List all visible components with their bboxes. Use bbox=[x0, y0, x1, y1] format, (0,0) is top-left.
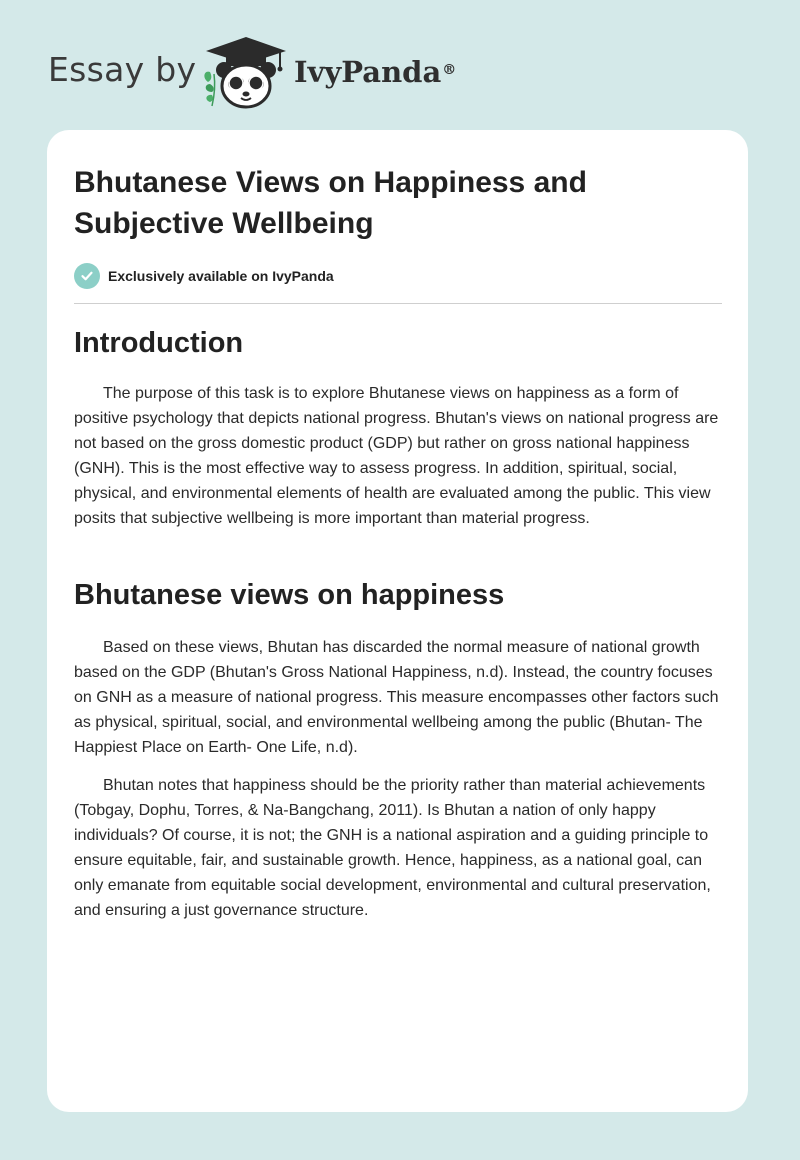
registered-mark: ® bbox=[442, 62, 457, 78]
checkmark-icon bbox=[74, 263, 100, 289]
paragraph: The purpose of this task is to explore Bhutanese views on happiness as a form of positive psychology that depicts national progress. Bhutan's views on national progress are not based on the gross domestic product (GDP) but rather on gross national happiness (GNH). This is the most effective way to assess progress. In addition, spiritual, social, physical, and environmental elements of health are evaluated among the public. This view posits that subjective wellbeing is more important than material progress. bbox=[74, 385, 719, 527]
section-heading: Bhutanese views on happiness bbox=[74, 579, 505, 611]
site-header bbox=[0, 0, 800, 120]
title-divider bbox=[74, 303, 722, 304]
essay-title: Bhutanese Views on Happiness and Subjective Wellbeing bbox=[74, 166, 587, 240]
section-introduction bbox=[74, 325, 724, 531]
paragraph: Based on these views, Bhutan has discarded the normal measure of national growth based on the GDP (Bhutan's Gross National Happiness, n.d). Instead, the country focuses on GNH as a measure of national progress. This measure encompasses other factors such as physical, spiritual, social, and environmental wellbeing among the public (Bhutan- The Happiest Place on Earth- One Life, n.d). bbox=[74, 639, 719, 756]
essay-card bbox=[47, 130, 748, 1112]
essay-by-label: Essay by bbox=[48, 50, 197, 89]
brand-text: IvyPanda bbox=[294, 55, 442, 89]
ivypanda-logo-icon[interactable] bbox=[200, 34, 292, 110]
exclusive-badge bbox=[74, 263, 334, 289]
ivypanda-brand-name[interactable] bbox=[294, 52, 456, 92]
paragraph: Bhutan notes that happiness should be the priority rather than material achievements (Tobgay, Dophu, Torres, & Na-Bangchang, 2011). Is Bhutan a nation of only happy individuals? Of course, it is not; the GNH is a national aspiration and a guiding principle to ensure equitable, fair, and sustainable growth. Hence, happiness, as a national goal, can only emanate from equitable social development, environmental and cultural preservation, and ensuring a just governance structure. bbox=[74, 777, 711, 919]
section-heading: Introduction bbox=[74, 327, 244, 359]
exclusive-label: Exclusively available on IvyPanda bbox=[108, 268, 334, 284]
section-bhutanese-views bbox=[74, 577, 724, 923]
